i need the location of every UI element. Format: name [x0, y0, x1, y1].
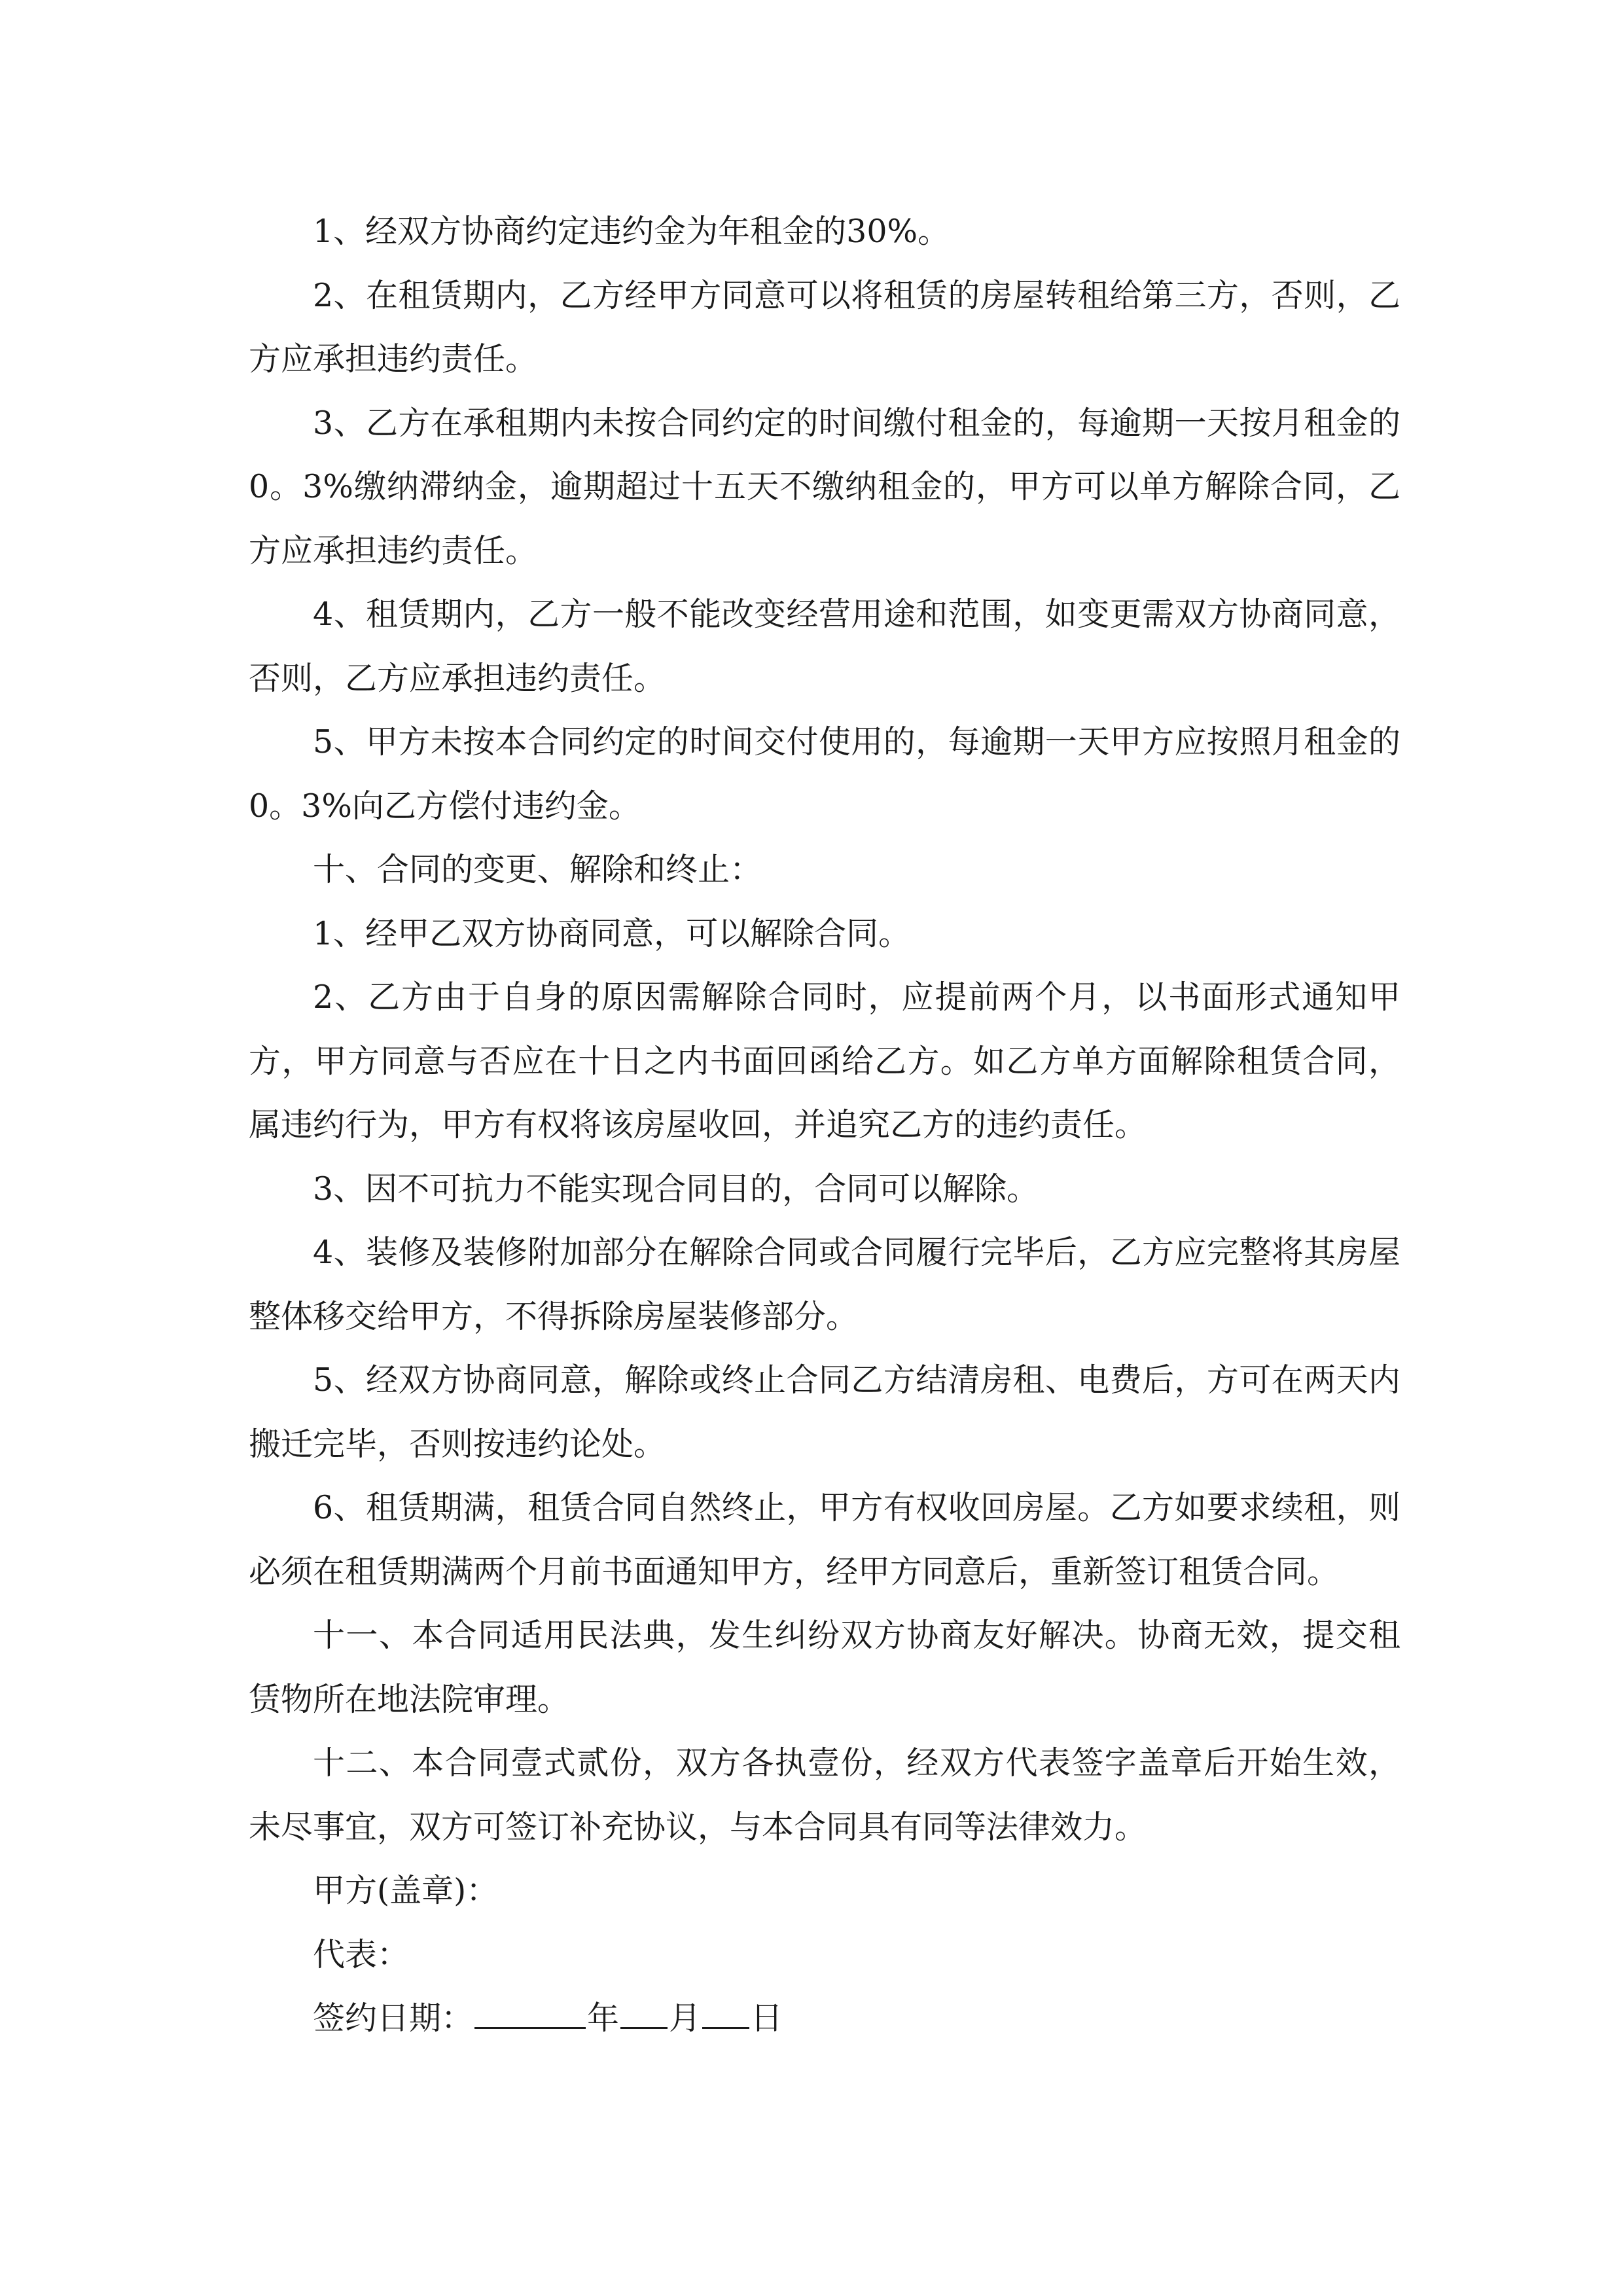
clause-copies-effect: 十二、本合同壹式贰份，双方各执壹份，经双方代表签字盖章后开始生效，未尽事宜，双方可签订补充协议，与本合同具有同等法律效力。 [249, 1744, 1400, 1846]
signing-date-line [249, 1986, 1400, 2051]
clause-expiry-renewal: 6、租赁期满，租赁合同自然终止，甲方有权收回房屋。乙方如要求续租，则必须在租赁期满两个月前书面通知甲方，经甲方同意后，重新签订租赁合同。 [249, 1489, 1400, 1590]
clause-early-termination: 2、乙方由于自身的原因需解除合同时，应提前两个月，以书面形式通知甲方，甲方同意与否应在十日之内书面回函给乙方。如乙方单方面解除租赁合同，属违约行为，甲方有权将该房屋收回，并追究乙方的违约责任。 [249, 978, 1400, 1143]
party-a-seal-label: 甲方(盖章)： [313, 1872, 499, 1909]
year-char: 年 [587, 2000, 620, 2037]
clause-late-rent: 3、乙方在承租期内未按合同约定的时间缴付租金的，每逾期一天按月租金的0。3%缴纳滞纳金，逾期超过十五天不缴纳租金的，甲方可以单方解除合同，乙方应承担违约责任。 [249, 404, 1400, 569]
clause-late-delivery: 5、甲方未按本合同约定的时间交付使用的，每逾期一天甲方应按照月租金的0。3%向乙方偿付违约金。 [249, 723, 1400, 825]
document-body [249, 200, 1400, 2051]
clause-governing-law: 十一、本合同适用民法典，发生纠纷双方协商友好解决。协商无效，提交租赁物所在地法院审理。 [249, 1617, 1400, 1718]
month-blank [620, 1993, 668, 2029]
representative-label: 代表： [313, 1935, 410, 1973]
clause-force-majeure: 3、因不可抗力不能实现合同目的，合同可以解除。 [313, 1170, 1039, 1208]
day-char: 日 [751, 2000, 783, 2037]
month-char: 月 [669, 2000, 702, 2037]
year-blank [474, 1993, 586, 2029]
clause-penalty-rate: 1、经双方协商约定违约金为年租金的30%。 [313, 213, 950, 250]
signing-date-label: 签约日期： [313, 2000, 474, 2037]
clause-usage-change: 4、租赁期内，乙方一般不能改变经营用途和范围，如变更需双方协商同意，否则，乙方应承担违约责任。 [249, 596, 1400, 697]
day-blank [702, 1993, 749, 2029]
clause-renovation-handover: 4、装修及装修附加部分在解除合同或合同履行完毕后，乙方应完整将其房屋整体移交给甲方，不得拆除房屋装修部分。 [249, 1234, 1400, 1335]
clause-move-out: 5、经双方协商同意，解除或终止合同乙方结清房租、电费后，方可在两天内搬迁完毕，否则按违约论处。 [249, 1361, 1400, 1463]
section-heading-termination: 十、合同的变更、解除和终止： [313, 851, 762, 888]
clause-sublease: 2、在租赁期内，乙方经甲方同意可以将租赁的房屋转租给第三方，否则，乙方应承担违约责任。 [249, 276, 1400, 378]
clause-mutual-termination: 1、经甲乙双方协商同意，可以解除合同。 [313, 914, 911, 952]
